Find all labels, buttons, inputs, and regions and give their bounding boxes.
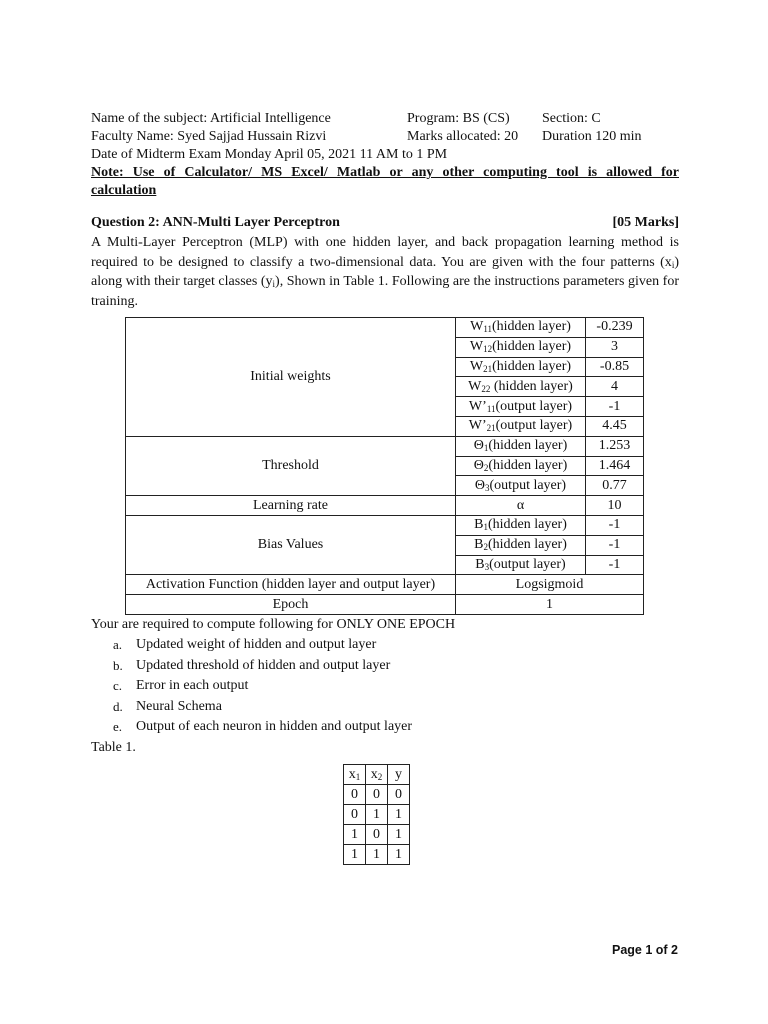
truth-table-header-subscript: 1 [355,771,361,782]
intro-part-a: A Multi-Layer Perceptron (MLP) with one hidden layer, and back propagation learning method is required to be designed to classify a two-dimensional data. You are given with the four patterns (x [91,235,679,270]
learning-rate-symbol: α [456,496,586,516]
requirement-item [91,697,679,718]
threshold-param-layer: (output layer) [489,477,567,493]
initial-weight-param-layer: (hidden layer) [491,319,571,335]
threshold-param-subscript: 1 [483,443,489,454]
initial-weight-param-subscript: 21 [483,363,493,374]
intro-sub-1: i [671,259,675,270]
initial-weight-param [456,337,586,357]
bias-param-subscript: 2 [483,542,488,553]
truth-table-header-symbol: x [370,766,378,782]
requirements-intro: Your are required to compute following for ONLY ONE EPOCH [91,616,456,632]
truth-table-cell: 0 [344,805,366,825]
question-heading [91,214,679,232]
question-title: Question 2: ANN-Multi Layer Perceptron [91,215,340,230]
threshold-value: 1.464 [586,456,644,476]
intro-sub-2: i [272,279,276,289]
initial-weight-param-symbol: W [469,358,484,374]
truth-table-row [344,845,410,865]
truth-table-cell: 0 [366,785,388,805]
truth-table-cell: 0 [388,785,410,805]
bias-param-symbol: B [474,537,484,553]
requirement-marker: b. [113,657,123,673]
initial-weight-param-symbol: W’ [468,418,487,434]
bias-param-layer: (output layer) [489,556,566,572]
bias-label: Bias Values [126,515,456,574]
threshold-param-layer: (hidden layer) [488,438,568,454]
initial-weight-param [456,318,586,338]
initial-weight-param-layer: (output layer) [495,398,573,414]
learning-rate-label: Learning rate [126,496,456,516]
activation-label: Activation Function (hidden layer and output layer) [126,575,456,595]
threshold-param-subscript: 3 [485,482,490,493]
requirement-item [91,656,679,677]
initial-weight-value: -1 [586,397,644,417]
header-row-1 [91,110,679,128]
threshold-param [456,436,586,456]
requirement-item [91,635,679,656]
initial-weight-value: 4.45 [586,416,644,436]
initial-weight-param-subscript: 22 [481,383,491,394]
threshold-param-layer: (hidden layer) [488,457,568,473]
question-intro [91,233,679,311]
section: Section: C [542,111,601,126]
requirement-item [91,717,679,738]
threshold-param [456,456,586,476]
initial-weight-value: -0.85 [586,357,644,377]
bias-value: -1 [586,535,644,555]
activation-value: Logsigmoid [456,575,644,595]
initial-weight-value: 3 [586,337,644,357]
requirement-marker: c. [113,678,123,694]
faculty-name: Faculty Name: Syed Sajjad Hussain Rizvi [91,129,327,144]
initial-weight-param-layer: (hidden layer) [490,378,573,394]
bias-param [456,535,586,555]
threshold-value: 0.77 [586,476,644,496]
header-row-2 [91,128,679,146]
truth-table-header [344,765,366,785]
initial-weight-param-symbol: W [469,339,484,355]
bias-value: -1 [586,555,644,575]
initial-weight-param [456,377,586,397]
truth-table [343,764,410,865]
threshold-param-symbol: Θ [474,477,486,493]
truth-table-cell: 1 [344,825,366,845]
requirements-list [91,635,679,738]
initial-weight-param-symbol: W [470,319,484,335]
initial-weight-param-layer: (output layer) [495,418,573,434]
requirement-text: Updated threshold of hidden and output layer [136,657,391,673]
initial-weight-param-subscript: 11 [483,324,492,335]
requirement-marker: e. [113,719,123,735]
requirement-item [91,676,679,697]
initial-weight-param-subscript: 11 [486,403,496,414]
truth-table-header [388,765,410,785]
learning-rate-row [126,496,644,516]
program: Program: BS (CS) [407,111,510,126]
initial-weight-param [456,397,586,417]
initial-weight-param [456,416,586,436]
requirement-text: Updated weight of hidden and output layer [136,637,377,653]
question-marks: [05 Marks] [612,215,679,230]
epoch-label: Epoch [126,595,456,615]
bias-row [126,515,644,535]
epoch-value: 1 [456,595,644,615]
initial-weight-param [456,357,586,377]
exam-date: Date of Midterm Exam Monday April 05, 2021 11 AM to 1 PM [91,147,448,162]
requirement-text: Error in each output [136,678,249,694]
truth-table-cell: 1 [344,845,366,865]
note-line-1: Note: Use of Calculator/ MS Excel/ Matlab or any other computing tool is allowed for [91,165,679,180]
initial-weight-label: Initial weights [126,318,456,437]
initial-weight-value: -0.239 [586,318,644,338]
requirement-marker: a. [113,637,123,653]
initial-weight-param-layer: (hidden layer) [492,358,572,374]
epoch-row [126,595,644,615]
initial-weight-param-symbol: W [468,378,482,394]
truth-table-cell: 0 [344,785,366,805]
threshold-param-symbol: Θ [473,457,484,473]
requirement-text: Neural Schema [136,698,222,714]
exam-page [91,110,679,865]
bias-param [456,555,586,575]
initial-weight-row [126,318,644,338]
activation-row [126,575,644,595]
initial-weight-param-layer: (hidden layer) [492,339,572,355]
threshold-param-subscript: 2 [483,462,489,473]
initial-weight-param-symbol: W’ [468,398,487,414]
truth-table-row [344,825,410,845]
truth-table-header-subscript: 2 [377,771,383,782]
threshold-param-symbol: Θ [473,438,484,454]
truth-table-cell: 1 [388,845,410,865]
training-parameters-table [125,317,644,615]
bias-param-layer: (hidden layer) [487,537,567,553]
truth-table-cell: 1 [366,805,388,825]
truth-table-cell: 1 [388,805,410,825]
threshold-value: 1.253 [586,436,644,456]
threshold-row [126,436,644,456]
truth-table-header [366,765,388,785]
bias-param-symbol: B [474,517,484,533]
threshold-param [456,476,586,496]
truth-table-header-symbol: y [395,766,402,782]
bias-value: -1 [586,515,644,535]
initial-weight-param-subscript: 21 [486,423,496,434]
truth-table-cell: 0 [366,825,388,845]
truth-table-cell: 1 [388,825,410,845]
bias-param-symbol: B [475,556,485,572]
intro-part-c: ), Shown in Table 1. Following are the instructions parameters given for training. [91,274,679,309]
initial-weight-value: 4 [586,377,644,397]
bias-param-subscript: 1 [483,522,488,533]
threshold-label: Threshold [126,436,456,495]
truth-table-row [344,785,410,805]
learning-rate-value: 10 [586,496,644,516]
bias-param-subscript: 3 [484,561,490,572]
subject-name: Name of the subject: Artificial Intelligence [91,111,331,126]
truth-table-header-symbol: x [348,766,356,782]
note-line-2: calculation [91,183,157,198]
bias-param-layer: (hidden layer) [487,517,567,533]
truth-table-header-row [344,765,410,785]
requirement-text: Output of each neuron in hidden and output layer [136,719,413,735]
table1-caption: Table 1. [91,739,136,755]
truth-table-row [344,805,410,825]
marks-allocated: Marks allocated: 20 [407,129,519,144]
requirement-marker: d. [113,698,123,714]
intro-part-b: ) along with their target classes (y [91,254,679,289]
truth-table-cell: 1 [366,845,388,865]
bias-param [456,515,586,535]
initial-weight-param-subscript: 12 [483,344,493,355]
duration: Duration 120 min [542,129,642,144]
page-number: Page 1 of 2 [612,943,678,957]
